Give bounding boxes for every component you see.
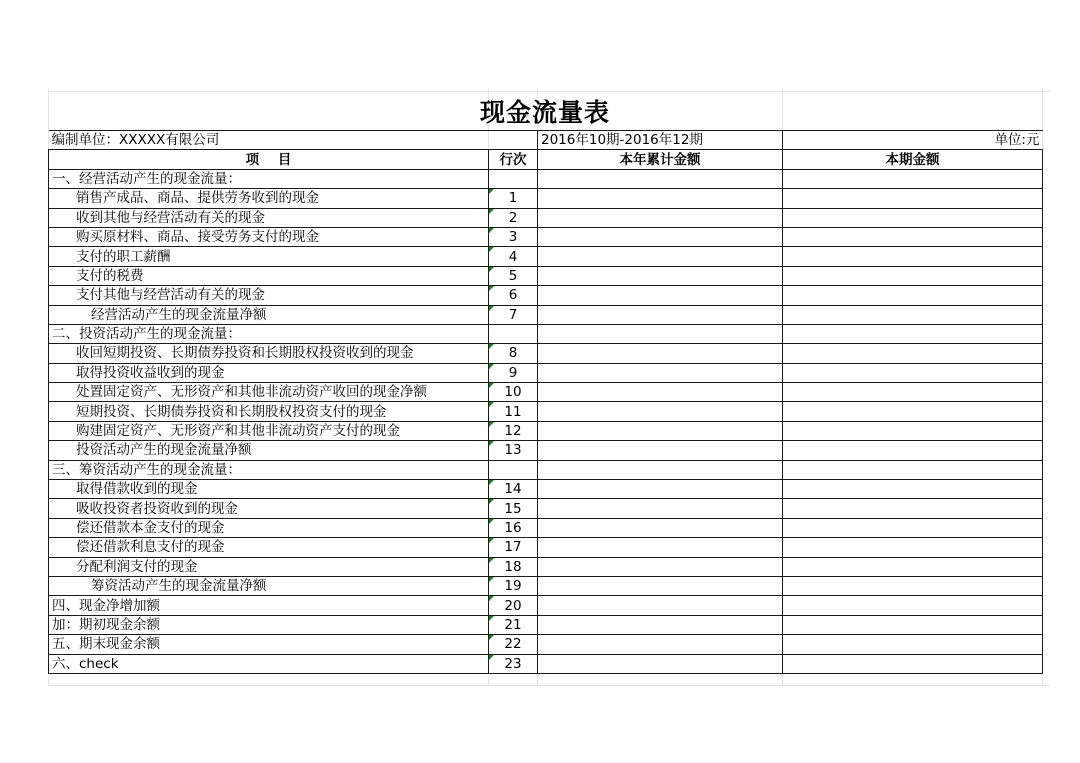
ytd-amount-cell[interactable] (538, 615, 783, 634)
line-number: 17 (504, 539, 522, 556)
ytd-amount-cell[interactable] (538, 460, 783, 479)
table-row (49, 247, 1043, 266)
line-number: 12 (504, 423, 522, 440)
number-stored-as-text-indicator (489, 577, 494, 582)
number-stored-as-text-indicator (489, 422, 494, 427)
current-amount-cell[interactable] (783, 635, 1043, 654)
current-amount-cell[interactable] (783, 441, 1043, 460)
table-row (49, 402, 1043, 421)
current-amount-cell[interactable] (783, 499, 1043, 518)
ytd-amount-cell[interactable] (538, 480, 783, 499)
item-cell[interactable]: 取得投资收益收到的现金 (49, 363, 489, 382)
item-cell[interactable]: 支付的税费 (49, 266, 489, 285)
line-number: 21 (504, 616, 522, 633)
line-number-cell[interactable] (489, 596, 538, 615)
table-row (49, 441, 1043, 460)
current-amount-cell[interactable] (783, 286, 1043, 305)
item-cell[interactable]: 收到其他与经营活动有关的现金 (49, 208, 489, 227)
line-number: 6 (508, 287, 518, 304)
current-amount-cell[interactable] (783, 266, 1043, 285)
item-cell[interactable]: 购建固定资产、无形资产和其他非流动资产支付的现金 (49, 421, 489, 440)
table-row (49, 189, 1043, 208)
line-number: 9 (508, 364, 518, 381)
line-number-cell[interactable] (489, 499, 538, 518)
line-number: 3 (508, 229, 518, 246)
table-row (49, 266, 1043, 285)
line-number: 5 (508, 267, 518, 284)
ytd-amount-cell[interactable] (538, 208, 783, 227)
number-stored-as-text-indicator (489, 402, 494, 407)
line-number: 13 (504, 442, 522, 459)
ytd-amount-cell[interactable] (538, 576, 783, 595)
number-stored-as-text-indicator (489, 441, 494, 446)
item-cell[interactable]: 支付其他与经营活动有关的现金 (49, 286, 489, 305)
current-amount-cell[interactable] (783, 557, 1043, 576)
number-stored-as-text-indicator (489, 499, 494, 504)
number-stored-as-text-indicator (489, 189, 494, 194)
table-row (49, 169, 1043, 188)
item-cell[interactable]: 五、期末现金余额 (49, 635, 489, 654)
current-amount-cell[interactable] (783, 324, 1043, 343)
header-line-no[interactable]: 行次 (489, 150, 538, 169)
current-amount-cell[interactable] (783, 189, 1043, 208)
line-number-cell[interactable] (489, 169, 538, 188)
table-row (49, 286, 1043, 305)
current-amount-cell[interactable] (783, 615, 1043, 634)
ytd-amount-cell[interactable] (538, 363, 783, 382)
line-number-cell[interactable] (489, 421, 538, 440)
current-amount-cell[interactable] (783, 402, 1043, 421)
table-row (49, 344, 1043, 363)
line-number-cell[interactable] (489, 615, 538, 634)
ytd-amount-cell[interactable] (538, 227, 783, 246)
item-cell[interactable]: 经营活动产生的现金流量净额 (49, 305, 489, 324)
current-amount-cell[interactable] (783, 518, 1043, 537)
table-row (49, 557, 1043, 576)
table-row (49, 635, 1043, 654)
current-amount-cell[interactable] (783, 460, 1043, 479)
current-amount-cell[interactable] (783, 344, 1043, 363)
number-stored-as-text-indicator (489, 209, 494, 214)
line-number-cell[interactable] (489, 363, 538, 382)
current-amount-cell[interactable] (783, 421, 1043, 440)
item-cell[interactable]: 加：期初现金余额 (49, 615, 489, 634)
current-amount-cell[interactable] (783, 227, 1043, 246)
table-row (49, 383, 1043, 402)
line-number: 22 (504, 636, 522, 653)
line-number: 20 (504, 597, 522, 614)
item-cell[interactable]: 投资活动产生的现金流量净额 (49, 441, 489, 460)
table-row (49, 363, 1043, 382)
item-cell[interactable]: 短期投资、长期债券投资和长期股权投资支付的现金 (49, 402, 489, 421)
line-number-cell[interactable] (489, 654, 538, 673)
ytd-amount-cell[interactable] (538, 499, 783, 518)
number-stored-as-text-indicator (489, 383, 494, 388)
line-number: 18 (504, 558, 522, 575)
ytd-amount-cell[interactable] (538, 344, 783, 363)
ytd-amount-cell[interactable] (538, 402, 783, 421)
number-stored-as-text-indicator (489, 228, 494, 233)
line-number-cell[interactable] (489, 402, 538, 421)
table-row (49, 208, 1043, 227)
header-item[interactable]: 项 目 (49, 150, 489, 169)
line-number-cell[interactable] (489, 480, 538, 499)
line-number-cell[interactable] (489, 383, 538, 402)
current-amount-cell[interactable] (783, 538, 1043, 557)
line-number-cell[interactable] (489, 208, 538, 227)
table-row (49, 538, 1043, 557)
ytd-amount-cell[interactable] (538, 557, 783, 576)
current-amount-cell[interactable] (783, 305, 1043, 324)
line-number: 19 (504, 578, 522, 595)
line-number: 1 (508, 190, 518, 207)
item-cell[interactable]: 吸收投资者投资收到的现金 (49, 499, 489, 518)
line-number: 2 (508, 209, 518, 226)
ytd-amount-cell[interactable] (538, 383, 783, 402)
ytd-amount-cell[interactable] (538, 538, 783, 557)
line-number: 16 (504, 520, 522, 536)
current-amount-cell[interactable] (783, 169, 1043, 188)
table-row (49, 421, 1043, 440)
header-ytd-amount[interactable]: 本年累计金额 (538, 150, 783, 169)
ytd-amount-cell[interactable] (538, 266, 783, 285)
item-cell[interactable]: 四、现金净增加额 (49, 596, 489, 615)
number-stored-as-text-indicator (489, 364, 494, 369)
line-number: 7 (508, 306, 518, 323)
ytd-amount-cell[interactable] (538, 324, 783, 343)
gridline (48, 91, 1050, 92)
number-stored-as-text-indicator (489, 286, 494, 291)
cash-flow-table (48, 130, 1043, 674)
line-number-cell[interactable] (489, 305, 538, 324)
line-number-cell[interactable] (489, 518, 538, 537)
ytd-amount-cell[interactable] (538, 286, 783, 305)
item-cell[interactable]: 分配利润支付的现金 (49, 557, 489, 576)
ytd-amount-cell[interactable] (538, 189, 783, 208)
number-stored-as-text-indicator (489, 616, 494, 621)
item-cell[interactable]: 筹资活动产生的现金流量净额 (49, 576, 489, 595)
current-amount-cell[interactable] (783, 363, 1043, 382)
number-stored-as-text-indicator (489, 558, 494, 563)
table-row (49, 305, 1043, 324)
line-number-cell[interactable] (489, 227, 538, 246)
current-amount-cell[interactable] (783, 247, 1043, 266)
line-number-cell[interactable] (489, 189, 538, 208)
item-cell[interactable]: 偿还借款本金支付的现金 (49, 518, 489, 537)
table-row (49, 227, 1043, 246)
table-row (49, 654, 1043, 673)
table-row (49, 460, 1043, 479)
header-row (49, 150, 1043, 169)
line-number: 8 (508, 345, 518, 362)
number-stored-as-text-indicator (489, 519, 494, 524)
item-cell[interactable]: 取得借款收到的现金 (49, 480, 489, 499)
table-row (49, 596, 1043, 615)
item-cell[interactable]: 购买原材料、商品、接受劳务支付的现金 (49, 227, 489, 246)
line-number-cell[interactable] (489, 247, 538, 266)
unit-cell[interactable]: 单位:元 (783, 131, 1043, 150)
table-row (49, 499, 1043, 518)
item-cell[interactable]: 收回短期投资、长期债券投资和长期股权投资收到的现金 (49, 344, 489, 363)
number-stored-as-text-indicator (489, 480, 494, 485)
line-number: 14 (504, 481, 522, 498)
current-amount-cell[interactable] (783, 480, 1043, 499)
blank-cell[interactable] (489, 131, 538, 150)
table-row (49, 324, 1043, 343)
number-stored-as-text-indicator (489, 538, 494, 543)
ytd-amount-cell[interactable] (538, 596, 783, 615)
line-number-cell[interactable] (489, 635, 538, 654)
ytd-amount-cell[interactable] (538, 635, 783, 654)
number-stored-as-text-indicator (489, 306, 494, 311)
table-row (49, 576, 1043, 595)
ytd-amount-cell[interactable] (538, 305, 783, 324)
current-amount-cell[interactable] (783, 576, 1043, 595)
current-amount-cell[interactable] (783, 208, 1043, 227)
line-number-cell[interactable] (489, 324, 538, 343)
current-amount-cell[interactable] (783, 596, 1043, 615)
header-current-amount[interactable]: 本期金额 (783, 150, 1043, 169)
period-cell[interactable]: 2016年10期-2016年12期 (538, 131, 783, 150)
line-number-cell[interactable] (489, 266, 538, 285)
current-amount-cell[interactable] (783, 654, 1043, 673)
line-number-cell[interactable] (489, 344, 538, 363)
ytd-amount-cell[interactable] (538, 247, 783, 266)
table-row (49, 615, 1043, 634)
line-number-cell[interactable] (489, 286, 538, 305)
number-stored-as-text-indicator (489, 344, 494, 349)
current-amount-cell[interactable] (783, 383, 1043, 402)
line-number-cell[interactable] (489, 538, 538, 557)
line-number-cell[interactable] (489, 557, 538, 576)
sheet-title: 现金流量表 (479, 98, 610, 127)
table-row (49, 480, 1043, 499)
item-cell[interactable]: 销售产成品、商品、提供劳务收到的现金 (49, 189, 489, 208)
meta-row (49, 131, 1043, 150)
number-stored-as-text-indicator (489, 267, 494, 272)
number-stored-as-text-indicator (489, 655, 494, 660)
ytd-amount-cell[interactable] (538, 654, 783, 673)
line-number: 11 (504, 403, 522, 420)
line-number: 4 (508, 248, 518, 265)
number-stored-as-text-indicator (489, 635, 494, 640)
gridline (48, 685, 1050, 686)
number-stored-as-text-indicator (489, 596, 494, 601)
line-number: 10 (504, 384, 522, 401)
item-cell[interactable]: 二、投资活动产生的现金流量： (49, 324, 489, 343)
line-number-cell[interactable] (489, 460, 538, 479)
item-cell[interactable]: 支付的职工薪酬 (49, 247, 489, 266)
item-cell[interactable]: 一、经营活动产生的现金流量： (49, 169, 489, 188)
item-cell[interactable]: 六、check (49, 654, 489, 673)
line-number: 15 (504, 500, 522, 517)
ytd-amount-cell[interactable] (538, 518, 783, 537)
ytd-amount-cell[interactable] (538, 169, 783, 188)
line-number-cell[interactable] (489, 441, 538, 460)
ytd-amount-cell[interactable] (538, 441, 783, 460)
item-cell[interactable]: 偿还借款利息支付的现金 (49, 538, 489, 557)
item-cell[interactable]: 处置固定资产、无形资产和其他非流动资产收回的现金净额 (49, 383, 489, 402)
table-row (49, 518, 1043, 537)
ytd-amount-cell[interactable] (538, 421, 783, 440)
line-number: 23 (504, 655, 522, 672)
company-cell[interactable]: 编制单位：XXXXX有限公司 (49, 131, 489, 150)
item-cell[interactable]: 三、筹资活动产生的现金流量： (49, 460, 489, 479)
number-stored-as-text-indicator (489, 247, 494, 252)
line-number-cell[interactable] (489, 576, 538, 595)
